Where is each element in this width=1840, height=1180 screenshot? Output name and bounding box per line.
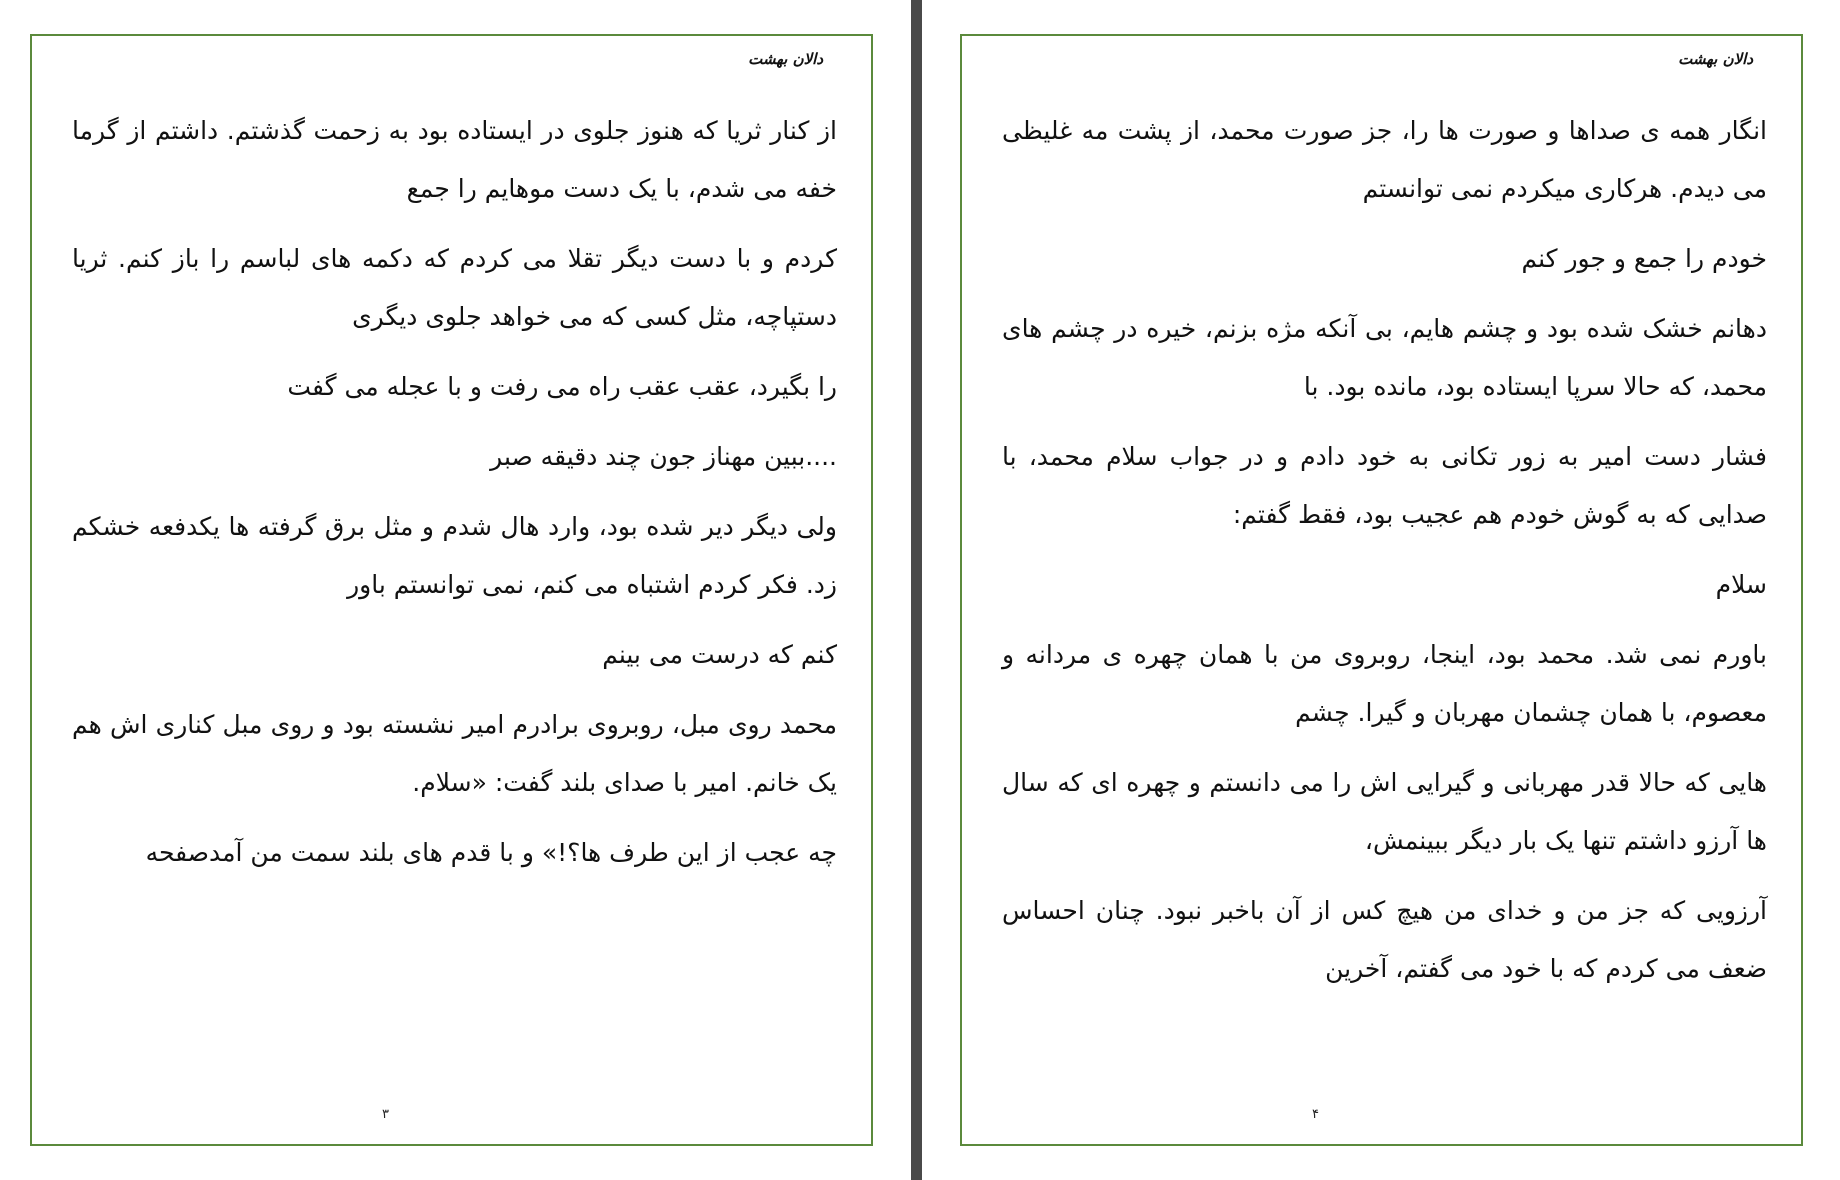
page-number: ۴ <box>1312 1107 1319 1122</box>
paragraph: سلام <box>1715 570 1767 599</box>
page-body-text <box>72 102 837 894</box>
paragraph: محمد روی مبل، روبروی برادرم امیر نشسته بود و روی مبل کناری اش هم یک خانم. امیر با صدای بلند گفت: «سلام. <box>72 710 837 797</box>
book-spine <box>911 0 922 1180</box>
paragraph: هایی که حالا قدر مهربانی و گیرایی اش را می دانستم و چهره ای که سال ها آرزو داشتم تنها یک بار دیگر ببینمش، <box>1002 768 1767 855</box>
page-header-title: دالان بهشت <box>1678 50 1753 68</box>
paragraph: ولی دیگر دیر شده بود، وارد هال شدم و مثل برق گرفته ها یکدفعه خشکم زد. فکر کردم اشتباه می کنم، نمی توانستم باور <box>72 512 837 599</box>
page-header-title: دالان بهشت <box>748 50 823 68</box>
paragraph: کنم که درست می بینم <box>602 640 837 669</box>
paragraph: آرزویی که جز من و خدای من هیچ کس از آن باخبر نبود. چنان احساس ضعف می کردم که با خود می گفتم، آخرین <box>1002 896 1767 983</box>
paragraph: دهانم خشک شده بود و چشم هایم، بی آنکه مژه بزنم، خیره در چشم های محمد، که حالا سرپا ایستاده بود، مانده بود. با <box>1002 314 1767 401</box>
left-page <box>30 34 873 1146</box>
paragraph: فشار دست امیر به زور تکانی به خود دادم و در جواب سلام محمد، با صدایی که به گوش خودم هم عجیب بود، فقط گفتم: <box>1002 442 1767 529</box>
paragraph: را بگیرد، عقب عقب راه می رفت و با عجله می گفت <box>287 372 837 401</box>
paragraph: از کنار ثریا که هنوز جلوی در ایستاده بود به زحمت گذشتم. داشتم از گرما خفه می شدم، با یک دست موهایم را جمع <box>72 116 837 203</box>
paragraph: باورم نمی شد. محمد بود، اینجا، روبروی من با همان چهره ی مردانه و معصوم، با همان چشمان مهربان و گیرا. چشم <box>1002 640 1767 727</box>
paragraph: انگار همه ی صداها و صورت ها را، جز صورت محمد، از پشت مه غلیظی می دیدم. هرکاری میکردم نمی توانستم <box>1002 116 1767 203</box>
paragraph: ....ببین مهناز جون چند دقیقه صبر <box>490 442 837 471</box>
paragraph: چه عجب از این طرف ها؟!» و با قدم های بلند سمت من آمدصفحه <box>145 838 837 867</box>
page-number: ۳ <box>382 1107 389 1122</box>
paragraph: خودم را جمع و جور کنم <box>1521 244 1767 273</box>
paragraph: کردم و با دست دیگر تقلا می کردم که دکمه های لباسم را باز کنم. ثریا دستپاچه، مثل کسی که می خواهد جلوی دیگری <box>72 244 837 331</box>
page-body-text <box>1002 102 1767 1010</box>
right-page <box>960 34 1803 1146</box>
